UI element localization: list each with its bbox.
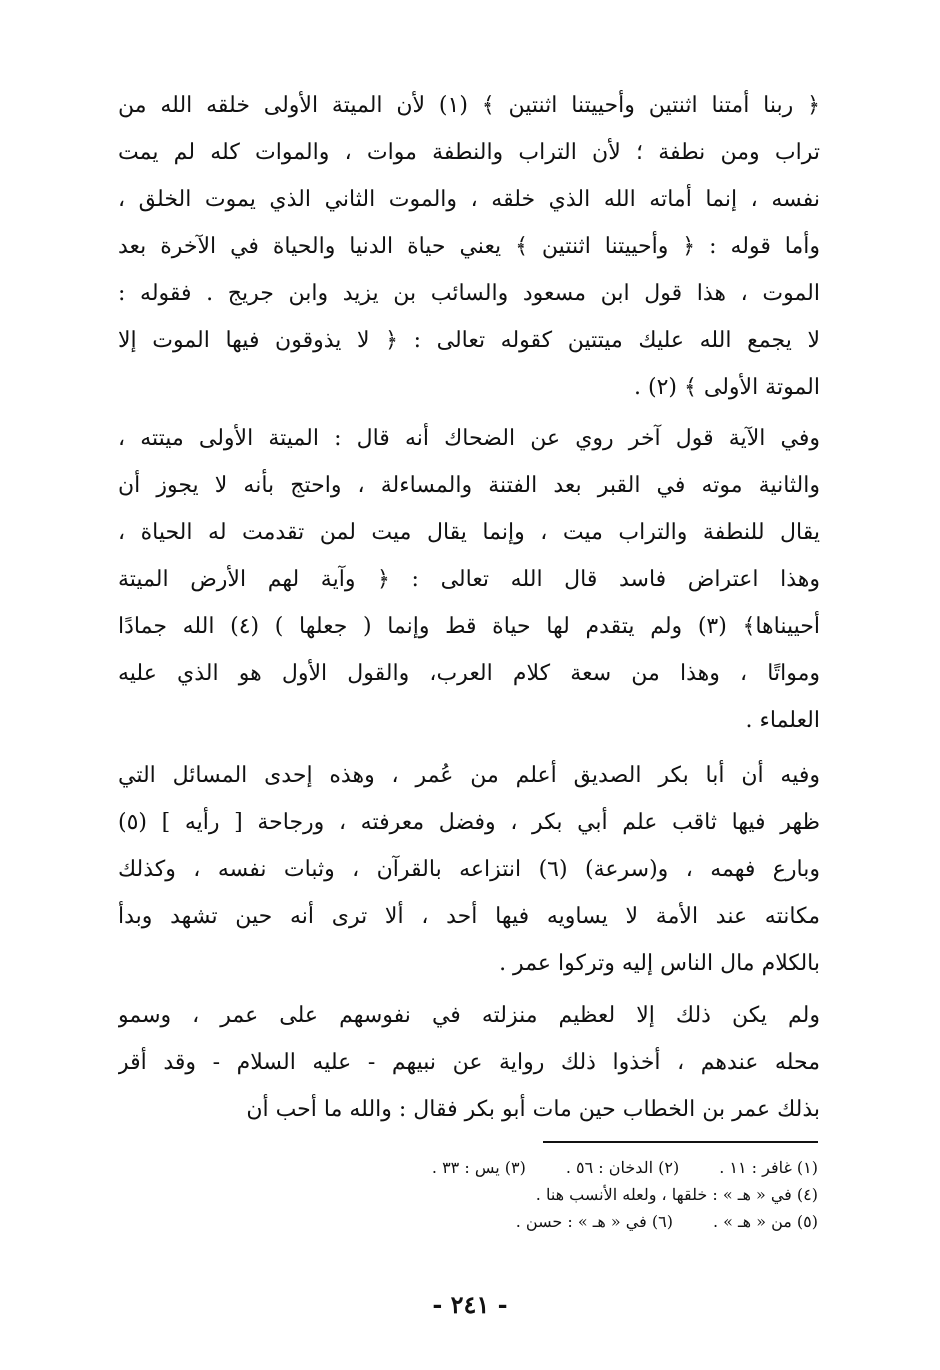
page-number: - ٢٤١ - [432,1290,508,1319]
footnotes [118,1154,818,1235]
footnote-line [118,1154,818,1181]
text-line: وفيه أن أبا بكر الصديق أعلم من عُمر ، وهذه إحدى المسائل التي [118,763,820,788]
text-line: مكانته عند الأمة لا يساويه فيها أحد ، ألا ترى أنه حين تشهد وبدأ [118,904,820,929]
text-line: ولم يكن ذلك إلا لعظيم منزلته في نفوسهم على عمر ، وسمو [118,1003,820,1028]
text-line: تراب ومن نطفة ؛ لأن التراب والنطفة موات ، والموات كله لم يمت [118,140,820,165]
text-line: بالكلام مال الناس إليه وتركوا عمر . [499,951,820,976]
text-line: محله عندهم ، أخذوا ذلك رواية عن نبيهم - عليه السلام - وقد أقر [118,1050,820,1075]
footnote-item: (٥) من « هـ » . [712,1212,818,1231]
text-line: ومواتًا ، وهذا من سعة كلام العرب، والقول الأول هو الذي عليه [118,661,820,686]
paragraph-3 [118,752,820,987]
text-line: لا يجمع الله عليك ميتتين كقوله تعالى : ﴿ لا يذوقون فيها الموت إلا [118,328,820,353]
text-line: نفسه ، إنما أماته الله الذي خلقه ، والموت الثاني الذي يموت الخلق ، [118,187,820,212]
text-line: يقال للنطفة والتراب ميت ، وإنما يقال ميت لمن تقدمت له الحياة ، [118,520,820,545]
footnote-item: (١) غافر : ١١ . [719,1158,818,1177]
text-line: العلماء . [745,708,820,733]
text-line: والثانية موته في القبر بعد الفتنة والمساءلة ، واحتج بأنه لا يجوز أن [118,473,820,498]
paragraph-1 [118,82,820,411]
paragraph-4 [118,992,820,1133]
paragraph-2 [118,415,820,744]
text-line: ظهر فيها ثاقب علم أبي بكر ، وفضل معرفته ، ورجاحة [ رأيه ] (٥) [118,810,820,835]
text-line: ﴿ ربنا أمتنا اثنتين وأحييتنا اثنتين ﴾ (١) لأن الميتة الأولى خلقه الله من [118,93,820,118]
text-line: الموتة الأولى ﴾ (٢) . [634,375,820,400]
footnote-item: (٦) في « هـ » : حسن . [515,1212,673,1231]
text-line: بذلك عمر بن الخطاب حين مات أبو بكر فقال : والله ما أحب أن [246,1097,820,1122]
text-line: وهذا اعتراض فاسد قال الله تعالى : ﴿ وآية لهم الأرض الميتة [118,567,820,592]
footnote-line [118,1208,818,1235]
text-line: الموت ، هذا قول ابن مسعود والسائب بن يزيد وابن جريج . فقوله : [118,281,820,306]
text-line: وبارع فهمه ، و(سرعة) (٦) انتزاعه بالقرآن ، وثبات نفسه ، وكذلك [118,857,820,882]
footnote-line [118,1181,818,1208]
text-line: أحييناها﴾ (٣) ولم يتقدم لها حياة قط وإنما ( جعلها ) (٤) الله جمادًا [118,614,820,639]
footnote-divider [543,1141,818,1143]
footnote-item: (٤) في « هـ » : خلقها ، ولعله الأنسب هنا . [535,1185,818,1204]
text-line: وأما قوله : ﴿ وأحييتنا اثنتين ﴾ يعني حياة الدنيا والحياة في الآخرة بعد [118,234,820,259]
footnote-item: (٢) الدخان : ٥٦ . [565,1158,680,1177]
text-line: وفي الآية قول آخر روي عن الضحاك أنه قال : الميتة الأولى ميتته ، [118,426,820,451]
footnote-item: (٣) يس : ٣٣ . [431,1158,526,1177]
